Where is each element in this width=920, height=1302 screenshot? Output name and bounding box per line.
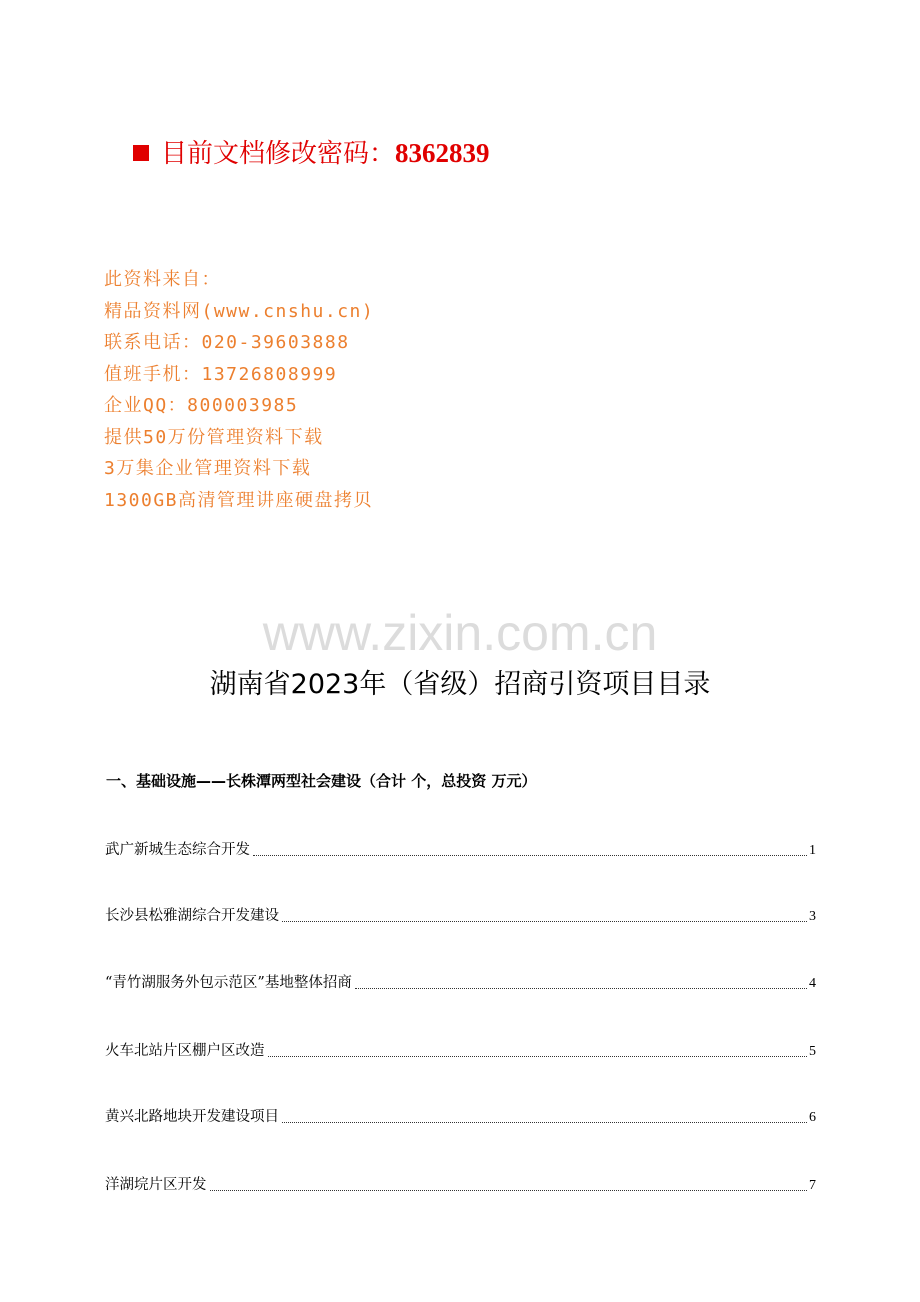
toc-page-number: 3	[809, 909, 816, 924]
toc-entry[interactable]	[105, 904, 816, 925]
toc-leader-dots	[210, 1189, 808, 1191]
square-bullet-icon	[133, 145, 149, 161]
watermark: www.zixin.com.cn	[262, 605, 658, 661]
toc-entry-title: 武广新城生态综合开发	[105, 842, 250, 858]
toc-entry[interactable]	[105, 838, 816, 859]
toc-entry[interactable]	[105, 1039, 816, 1060]
password-label: 目前文档修改密码：	[161, 139, 396, 169]
source-line-website: 精品资料网(www.cnshu.cn)	[104, 300, 375, 322]
source-line-qq: 企业QQ：800003985	[104, 395, 299, 416]
password-notice	[133, 134, 490, 172]
source-line: 3万集企业管理资料下载	[104, 458, 312, 479]
toc-entry-title: 黄兴北路地块开发建设项目	[105, 1109, 279, 1125]
toc-entry-title: 洋湖垸片区开发	[105, 1177, 207, 1193]
toc-entry-title: 长沙县松雅湖综合开发建设	[105, 908, 279, 924]
toc-page-number: 5	[809, 1044, 816, 1059]
section-heading: 一、基础设施——长株潭两型社会建设（合计 个，总投资 万元）	[106, 772, 537, 790]
source-line: 提供50万份管理资料下载	[104, 426, 324, 448]
toc-entry-title: “青竹湖服务外包示范区”基地整体招商	[105, 975, 352, 991]
toc-entry[interactable]	[105, 1173, 816, 1194]
document-title: 湖南省2023年（省级）招商引资项目目录	[209, 669, 711, 700]
toc-page-number: 4	[809, 976, 816, 991]
toc-leader-dots	[355, 987, 807, 989]
toc-leader-dots	[268, 1055, 808, 1057]
source-line: 1300GB高清管理讲座硬盘拷贝	[104, 489, 374, 511]
toc-entry[interactable]	[105, 971, 816, 992]
toc-leader-dots	[253, 854, 807, 856]
toc-leader-dots	[282, 1121, 807, 1123]
toc-entry-title: 火车北站片区棚户区改造	[105, 1043, 265, 1059]
toc-page-number: 1	[809, 843, 816, 858]
toc-leader-dots	[282, 920, 807, 922]
toc-page-number: 7	[809, 1178, 816, 1193]
source-info-block	[104, 264, 374, 516]
source-line-mobile: 值班手机：13726808999	[104, 363, 338, 385]
source-line: 此资料来自：	[104, 269, 221, 290]
toc-page-number: 6	[809, 1110, 816, 1125]
toc-entry[interactable]	[105, 1105, 816, 1126]
source-line-phone: 联系电话：020-39603888	[104, 332, 350, 353]
password-code: 8362839	[395, 138, 490, 168]
